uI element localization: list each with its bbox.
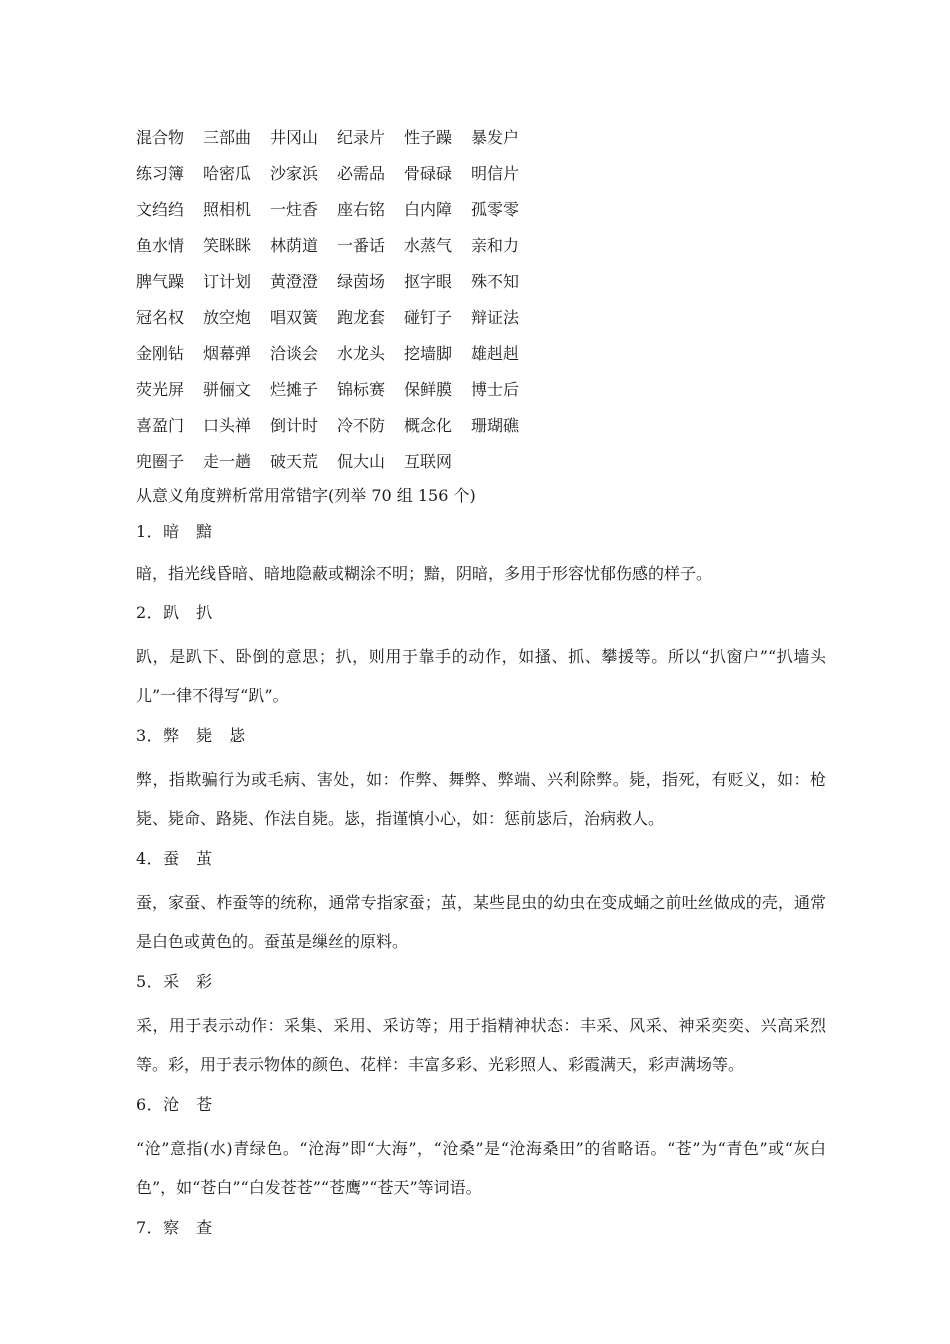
word-row [136,262,826,298]
word: 井冈山 [270,127,319,147]
item-5 [136,964,826,1087]
word: 纪录片 [337,127,386,147]
item-title: 4．蚕 茧 [136,849,213,868]
word: 雄赳赳 [471,343,520,363]
item-text: “沧”意指(水)青绿色。“沧海”即“大海”，“沧桑”是“沧海桑田”的省略语。“苍”为“青色”或“灰白色”，如“苍白”“白发苍苍”“苍鹰”“苍天”等词语。 [136,1139,826,1197]
word: 互联网 [404,451,453,471]
word: 口头禅 [203,415,252,435]
item-title: 7．察 查 [136,1218,213,1237]
word: 喜盈门 [136,415,185,435]
word: 亲和力 [471,235,520,255]
item-text: 暗，指光线昏暗、暗地隐蔽或糊涂不明；黯，阴暗，多用于形容忧郁伤感的样子。 [136,564,713,583]
word: 侃大山 [337,451,386,471]
word: 鱼水情 [136,235,185,255]
word: 保鲜膜 [404,379,453,399]
word: 烟幕弹 [203,343,252,363]
word-row [136,118,826,154]
word: 绿茵场 [337,271,386,291]
item-title: 3．弊 毙 毖 [136,726,246,745]
word: 骈俪文 [203,379,252,399]
word: 珊瑚礁 [471,415,520,435]
word: 笑眯眯 [203,235,252,255]
item-title: 2．趴 扒 [136,603,213,622]
word-row [136,442,826,478]
word: 辩证法 [471,307,520,327]
item-title: 6．沧 苍 [136,1095,213,1114]
word: 抠字眼 [404,271,453,291]
word: 一番话 [337,235,386,255]
word: 洽谈会 [270,343,319,363]
word: 沙家浜 [270,163,319,183]
word: 金刚钻 [136,343,185,363]
item-text: 蚕，家蚕、柞蚕等的统称，通常专指家蚕；茧，某些昆虫的幼虫在变成蛹之前吐丝做成的壳，通常是白色或黄色的。蚕茧是缫丝的原料。 [136,893,826,951]
word: 水蒸气 [404,235,453,255]
word-row [136,298,826,334]
word-row [136,154,826,190]
word: 练习簿 [136,163,185,183]
word: 冠名权 [136,307,185,327]
word: 混合物 [136,127,185,147]
word: 荧光屏 [136,379,185,399]
item-1 [136,514,826,592]
word-row [136,190,826,226]
word: 唱双簧 [270,307,319,327]
word: 碰钉子 [404,307,453,327]
word: 脾气躁 [136,271,185,291]
word: 照相机 [203,199,252,219]
word-row [136,334,826,370]
item-text: 弊，指欺骗行为或毛病、害处，如：作弊、舞弊、弊端、兴利除弊。毙，指死，有贬义，如：枪毙、毙命、路毙、作法自毙。毖，指谨慎小心，如：惩前毖后，治病救人。 [136,770,826,828]
word: 烂摊子 [270,379,319,399]
word: 暴发户 [471,127,520,147]
word: 孤零零 [471,199,520,219]
item-6 [136,1087,826,1210]
item-text: 趴，是趴下、卧倒的意思；扒，则用于靠手的动作，如搔、抓、攀援等。所以“扒窗户”“扒墙头儿”一律不得写“趴”。 [136,647,826,705]
section-heading: 从意义角度辨析常用常错字(列举 70 组 156 个) [136,486,476,505]
item-2 [136,595,826,718]
item-text: 采，用于表示动作：采集、采用、采访等；用于指精神状态：丰采、风采、神采奕奕、兴高采烈等。彩，用于表示物体的颜色、花样：丰富多彩、光彩照人、彩霞满天，彩声满场等。 [136,1016,826,1074]
word: 明信片 [471,163,520,183]
word: 一炷香 [270,199,319,219]
word: 兜圈子 [136,451,185,471]
word: 黄澄澄 [270,271,319,291]
word: 三部曲 [203,127,252,147]
word: 走一趟 [203,451,252,471]
document-page [136,118,826,1246]
word: 文绉绉 [136,199,185,219]
word: 哈密瓜 [203,163,252,183]
word: 倒计时 [270,415,319,435]
word: 博士后 [471,379,520,399]
word-row [136,226,826,262]
word: 殊不知 [471,271,520,291]
word: 挖墙脚 [404,343,453,363]
word: 必需品 [337,163,386,183]
item-7 [136,1210,826,1246]
word: 性子躁 [404,127,453,147]
word: 概念化 [404,415,453,435]
word: 冷不防 [337,415,386,435]
word: 跑龙套 [337,307,386,327]
word: 放空炮 [203,307,252,327]
word: 破天荒 [270,451,319,471]
item-3 [136,718,826,841]
item-4 [136,841,826,964]
word-list [136,118,826,478]
item-title: 5．采 彩 [136,972,213,991]
word: 订计划 [203,271,252,291]
word-row [136,406,826,442]
word: 锦标赛 [337,379,386,399]
word: 座右铭 [337,199,386,219]
word-row [136,370,826,406]
word: 白内障 [404,199,453,219]
word: 林荫道 [270,235,319,255]
word: 骨碌碌 [404,163,453,183]
word: 水龙头 [337,343,386,363]
item-title: 1．暗 黯 [136,522,213,541]
